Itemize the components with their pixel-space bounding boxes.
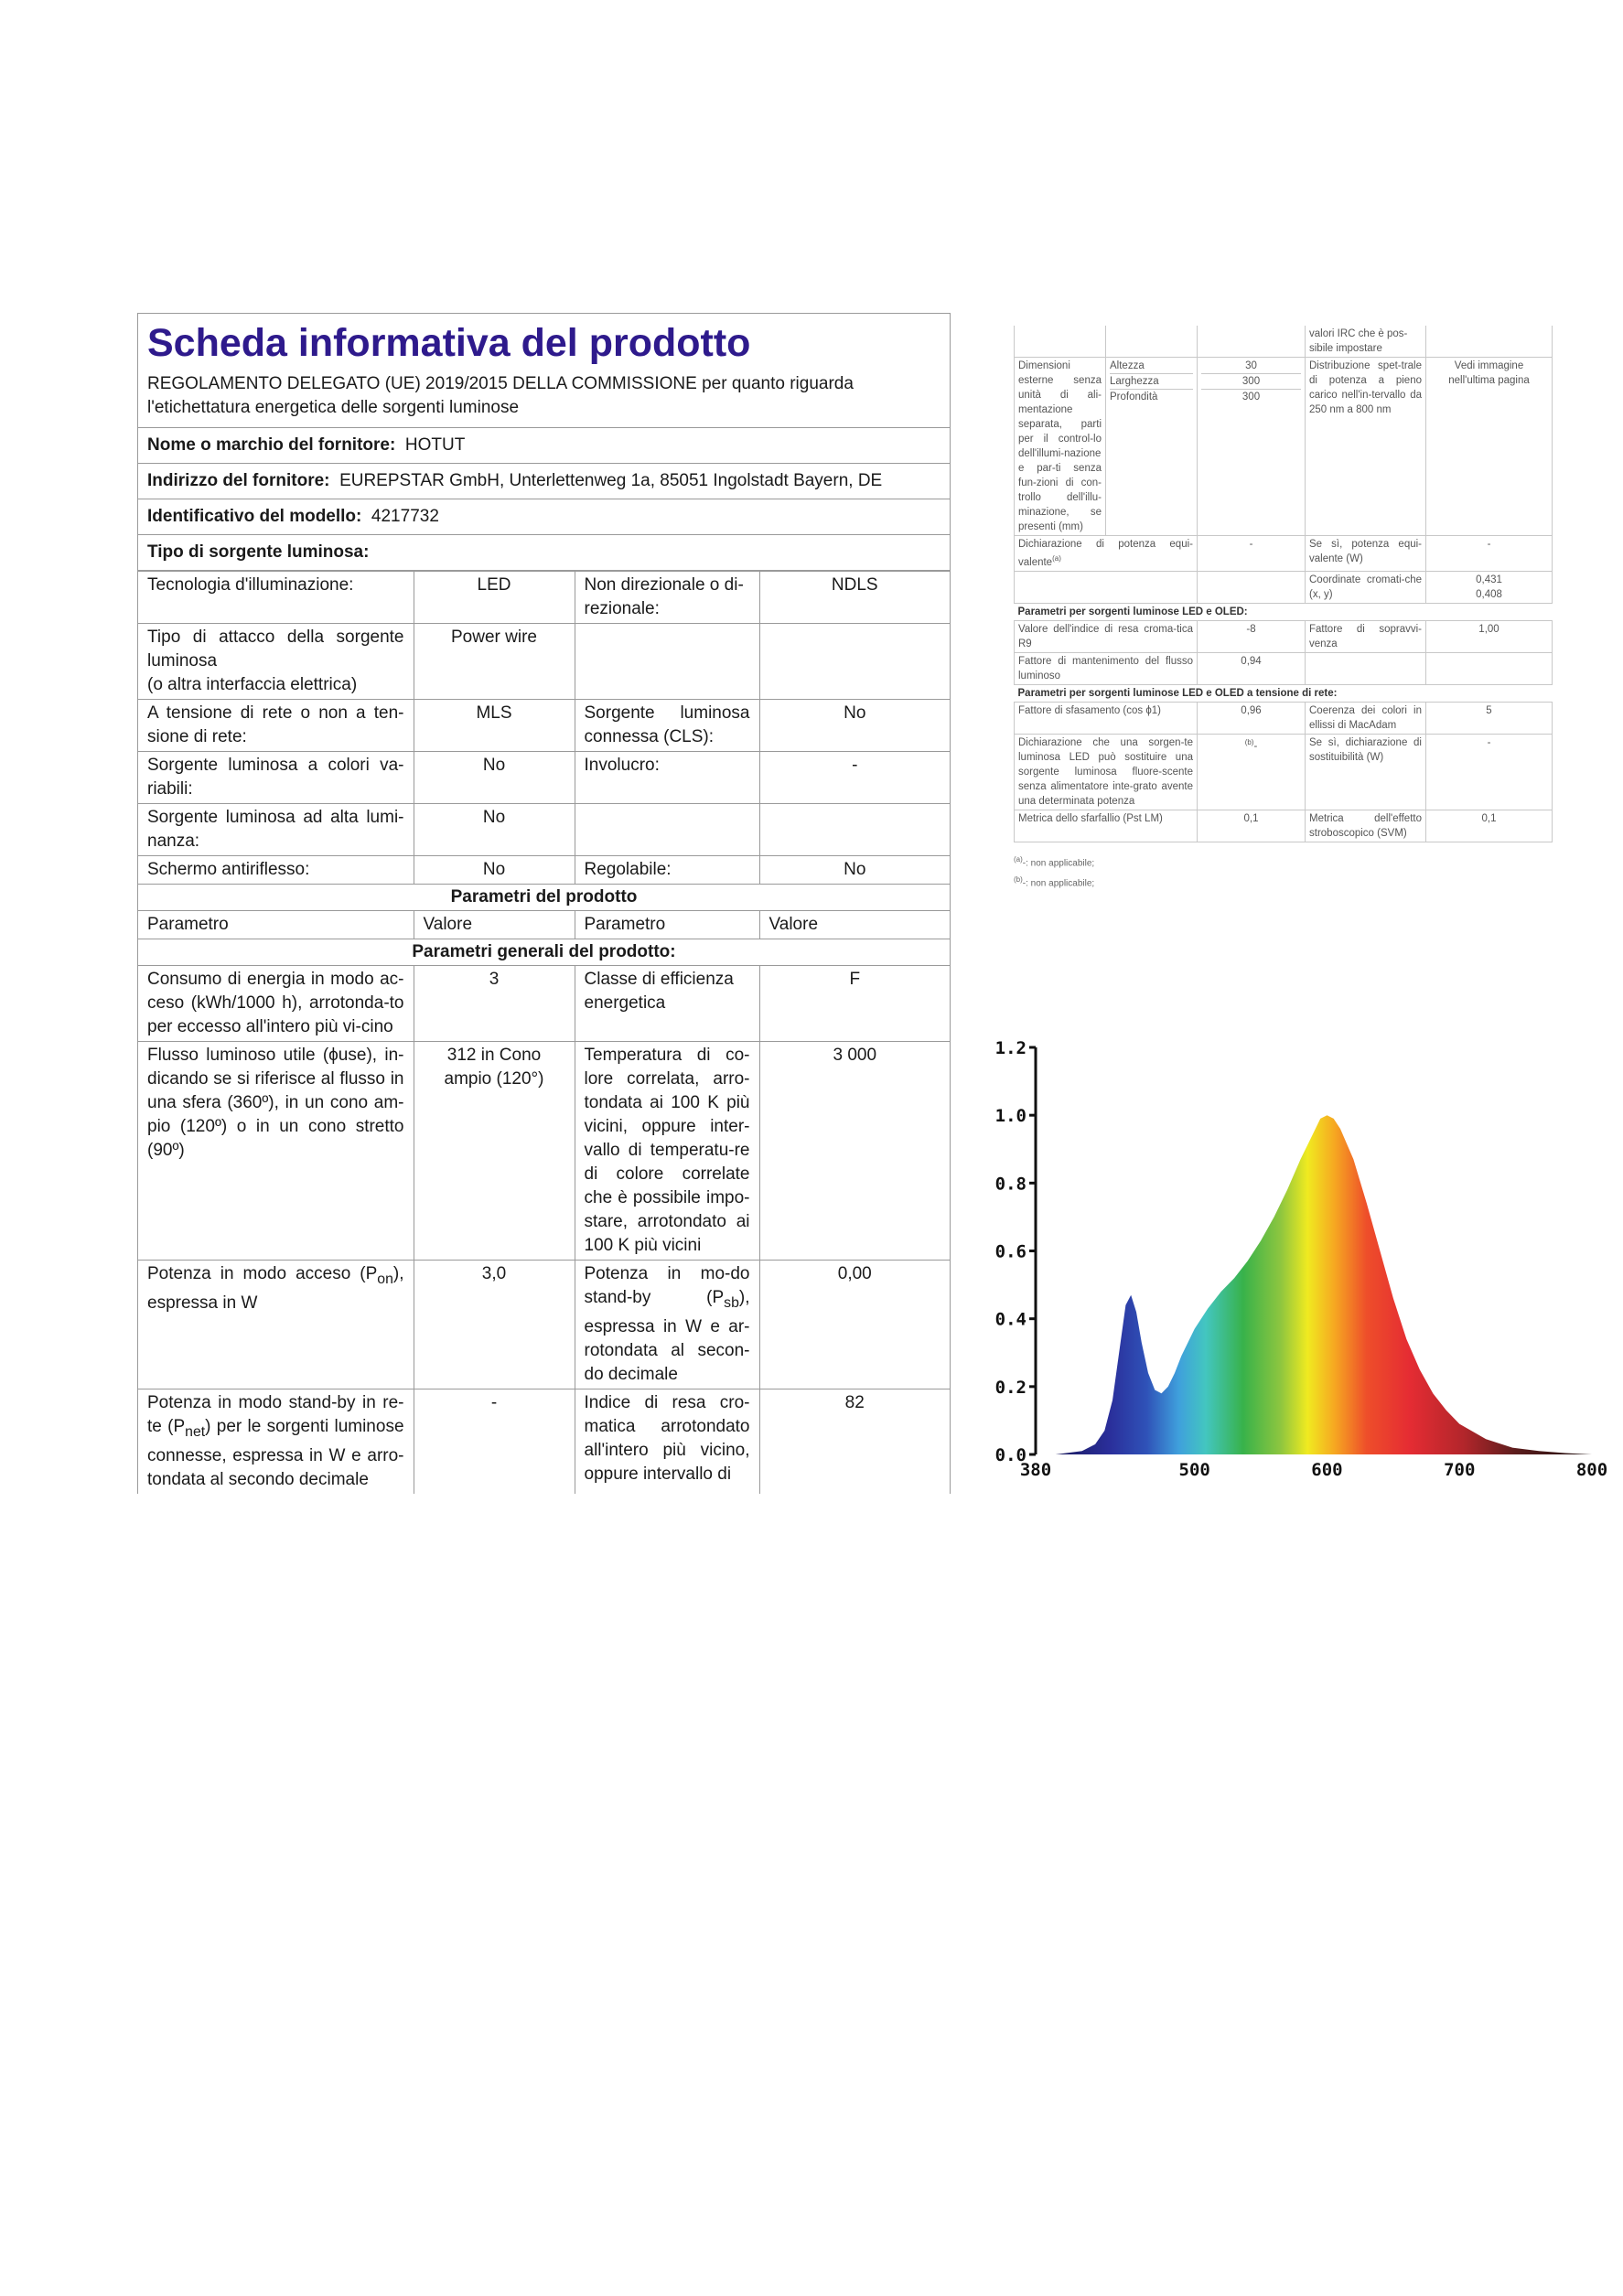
led-params-header: Parametri per sorgenti luminose LED e OLED: xyxy=(1015,603,1553,620)
on-mode-power-sub: on xyxy=(377,1271,393,1287)
continuation-table xyxy=(1014,326,1553,842)
macadam-label: Coerenza dei colori in ellissi di MacAdam xyxy=(1306,702,1426,734)
y-ticks xyxy=(995,1038,1036,1465)
mains-label: A tensione di rete o non a ten-sione di rete: xyxy=(138,700,414,752)
table-row xyxy=(138,966,950,1042)
table-row xyxy=(138,856,950,885)
replacement-watt-value: - xyxy=(1426,734,1553,810)
spectral-distribution-value: Vedi immagine nell'ultima pagina xyxy=(1426,358,1553,536)
networked-standby-sub: net xyxy=(185,1423,206,1440)
useful-flux-label: Flusso luminoso utile (ϕuse), in-dicando se si riferisce al flusso in una sfera (360º), in un cono am-pio (120º) o in un cono stretto (90º) xyxy=(138,1042,414,1261)
efficiency-class-label: Classe di efficienza energetica xyxy=(575,966,759,1042)
r9-label: Valore dell'indice di resa croma-tica R9 xyxy=(1015,620,1198,652)
networked-standby-label xyxy=(138,1389,414,1493)
stroboscopic-metric-label: Metrica dell'effetto stroboscopico (SVM) xyxy=(1306,810,1426,842)
height-label: Altezza xyxy=(1110,360,1145,371)
equivalent-watt-value: - xyxy=(1426,536,1553,572)
column-header-row xyxy=(138,911,950,939)
directional-value: NDLS xyxy=(759,572,950,624)
tech-value: LED xyxy=(414,572,575,624)
section-header-row xyxy=(1015,603,1553,620)
envelope-label: Involucro: xyxy=(575,752,759,804)
dimmable-label: Regolabile: xyxy=(575,856,759,885)
depth-value: 300 xyxy=(1201,389,1301,404)
product-info-sheet xyxy=(137,313,951,1494)
energy-consumption-value: 3 xyxy=(414,966,575,1042)
table-row xyxy=(1015,326,1553,358)
y-tick-label: 1.2 xyxy=(994,1038,1026,1058)
anti-glare-value: No xyxy=(414,856,575,885)
width-value: 300 xyxy=(1201,373,1301,389)
on-mode-power-value: 3,0 xyxy=(414,1261,575,1389)
envelope-value: - xyxy=(759,752,950,804)
cri-label: Indice di resa cro-matica arrotondato all'intero più vicino, oppure intervallo di xyxy=(575,1389,759,1493)
stroboscopic-metric-value: 0,1 xyxy=(1426,810,1553,842)
replacement-watt-label: Se sì, dichiarazione di sostituibilità (W) xyxy=(1306,734,1426,810)
table-row xyxy=(1015,652,1553,684)
table-row xyxy=(138,804,950,856)
spectrum-area xyxy=(1056,1115,1592,1454)
dimension-values xyxy=(1198,358,1306,536)
table-row xyxy=(138,572,950,624)
footnote-b-mark: (b) xyxy=(1014,875,1023,885)
y-tick-label: 1.0 xyxy=(994,1106,1026,1127)
table-row xyxy=(138,1042,950,1261)
empty-cell xyxy=(1426,652,1553,684)
width-label: Larghezza xyxy=(1110,373,1193,389)
cap-label xyxy=(138,624,414,700)
x-ticks xyxy=(1020,1460,1607,1480)
model-row xyxy=(138,499,950,535)
table-row xyxy=(1015,734,1553,810)
standby-power-sub: sb xyxy=(724,1294,739,1311)
address-label: Indirizzo del fornitore: xyxy=(147,471,330,490)
fluorescent-replacement-label: Dichiarazione che una sorgen-te luminosa LED può sostituire una sorgente luminosa fluore-scente senza alimentatore inte-grato avente una determinata potenza xyxy=(1015,734,1198,810)
height-value: 30 xyxy=(1245,360,1257,371)
empty-cell xyxy=(1306,652,1426,684)
lumen-maintenance-value: 0,94 xyxy=(1198,652,1306,684)
depth-label: Profondità xyxy=(1110,389,1193,404)
cap-label-note: (o altra interfaccia elettrica) xyxy=(147,675,358,694)
spectral-power-chart xyxy=(988,1029,1619,1486)
efficiency-class-value: F xyxy=(759,966,950,1042)
section-header-row xyxy=(138,885,950,911)
table-row xyxy=(138,624,950,700)
cct-label: Temperatura di co-lore correlata, arro-tondata ai 100 K più vicini, oppure inter-vallo di temperatu-re di colore correlate che è possibile impo-stare, arrotondato ai 100 K più vicini xyxy=(575,1042,759,1261)
table-row xyxy=(1015,571,1553,603)
footnote-a-mark: (a) xyxy=(1014,854,1023,864)
flicker-metric-value: 0,1 xyxy=(1198,810,1306,842)
sheet-title: Scheda informativa del prodotto xyxy=(147,321,751,365)
col-value-header: Valore xyxy=(414,911,575,939)
tech-label: Tecnologia d'illuminazione: xyxy=(138,572,414,624)
address-value: EUREPSTAR GmbH, Unterlettenweg 1a, 85051 Ingolstadt Bayern, DE xyxy=(339,471,883,490)
table-row xyxy=(1015,358,1553,536)
lumen-maintenance-label: Fattore di mantenimento del flusso luminoso xyxy=(1015,652,1198,684)
y-tick-label: 0.2 xyxy=(994,1377,1026,1398)
dimmable-value: No xyxy=(759,856,950,885)
col-param-header: Parametro xyxy=(138,911,414,939)
chromaticity-label: Coordinate cromati-che (x, y) xyxy=(1306,571,1426,603)
high-luminance-value: No xyxy=(414,804,575,856)
empty-cell xyxy=(759,624,950,700)
table-row xyxy=(138,1261,950,1389)
table-row xyxy=(1015,536,1553,572)
empty-cell xyxy=(1015,571,1198,603)
supplier-value: HOTUT xyxy=(404,435,466,455)
directional-label: Non direzionale o di-rezionale: xyxy=(575,572,759,624)
standby-power-value: 0,00 xyxy=(759,1261,950,1389)
empty-cell xyxy=(1198,571,1306,603)
table-row xyxy=(138,1389,950,1493)
cap-value: Power wire xyxy=(414,624,575,700)
energy-consumption-label: Consumo di energia in modo ac-ceso (kWh/1000 h), arrotonda-to per eccesso all'intero più vi-cino xyxy=(138,966,414,1042)
empty-cell xyxy=(759,804,950,856)
standby-power-text: Potenza in mo-do stand-by (P xyxy=(584,1264,750,1307)
standby-power-label xyxy=(575,1261,759,1389)
r9-value: -8 xyxy=(1198,620,1306,652)
survival-factor-label: Fattore di sopravvi-venza xyxy=(1306,620,1426,652)
footnote-b-text: -: non applicabile; xyxy=(1022,878,1095,889)
fluorescent-replacement-value xyxy=(1198,734,1306,810)
chromaticity-x: 0,431 xyxy=(1476,574,1502,585)
source-type-row xyxy=(138,535,950,571)
x-tick-label: 800 xyxy=(1575,1460,1608,1480)
empty-cell xyxy=(575,804,759,856)
equivalent-power-note: (a) xyxy=(1052,554,1061,563)
model-label: Identificativo del modello: xyxy=(147,507,362,526)
flicker-metric-label: Metrica dello sfarfallio (Pst LM) xyxy=(1015,810,1198,842)
standby-power-text: ), espressa in W e ar-rotondata al secon-do decimale xyxy=(584,1288,750,1384)
networked-standby-text: ) per le sorgenti luminose connesse, espressa in W e arro-tondata al secondo decimale xyxy=(147,1416,404,1489)
footnote-a-text: -: non applicabile; xyxy=(1022,858,1095,869)
footnote-a xyxy=(1014,852,1552,872)
empty-cell xyxy=(1426,326,1553,358)
mains-value: MLS xyxy=(414,700,575,752)
dimensions-label: Dimensioni esterne senza unità di ali-mentazione separata, parti per il control-lo dell'illumi-nazione e par-ti senza fun-zioni di con-trollo dell'illu-minazione, se presenti (mm) xyxy=(1015,358,1106,536)
supplier-label: Nome o marchio del fornitore: xyxy=(147,435,396,455)
x-tick-label: 700 xyxy=(1444,1460,1476,1480)
survival-factor-value: 1,00 xyxy=(1426,620,1553,652)
table-row xyxy=(138,752,950,804)
cri-value: 82 xyxy=(759,1389,950,1493)
empty-cell xyxy=(1106,326,1198,358)
anti-glare-label: Schermo antiriflesso: xyxy=(138,856,414,885)
colour-tunable-value: No xyxy=(414,752,575,804)
useful-flux-value: 312 in Cono ampio (120°) xyxy=(414,1042,575,1261)
product-table xyxy=(138,571,950,1494)
cap-label-main: Tipo di attacco della sorgente luminosa xyxy=(147,628,404,671)
networked-standby-text: Potenza in modo stand-by in re-te (P xyxy=(147,1392,404,1436)
col-value-header: Valore xyxy=(759,911,950,939)
displacement-factor-label: Fattore di sfasamento (cos ϕ1) xyxy=(1015,702,1198,734)
supplier-row xyxy=(138,428,950,464)
equivalent-power-text: Dichiarazione di potenza equi-valente xyxy=(1018,539,1193,568)
section-header-row xyxy=(1015,684,1553,702)
y-tick-label: 0.4 xyxy=(994,1309,1026,1330)
networked-standby-value: - xyxy=(414,1389,575,1493)
x-tick-label: 500 xyxy=(1178,1460,1210,1480)
table-row xyxy=(1015,620,1553,652)
cri-continuation: valori IRC che è pos-sibile impostare xyxy=(1306,326,1426,358)
table-row xyxy=(1015,702,1553,734)
empty-cell xyxy=(575,624,759,700)
address-row xyxy=(138,464,950,499)
fluorescent-replacement-text: - xyxy=(1253,740,1258,752)
mains-params-header: Parametri per sorgenti luminose LED e OLED a tensione di rete: xyxy=(1015,684,1553,702)
product-info-continuation xyxy=(1014,326,1552,892)
on-mode-power-label xyxy=(138,1261,414,1389)
chromaticity-y: 0,408 xyxy=(1476,588,1502,600)
on-mode-power-text: Potenza in modo acceso (P xyxy=(147,1264,378,1283)
section-header-row xyxy=(138,939,950,966)
macadam-value: 5 xyxy=(1426,702,1553,734)
footnotes xyxy=(1014,852,1552,893)
product-params-header: Parametri del prodotto xyxy=(138,885,950,911)
x-tick-label: 600 xyxy=(1311,1460,1343,1480)
table-row xyxy=(1015,810,1553,842)
empty-cell xyxy=(1015,326,1106,358)
fluorescent-replacement-note: (b) xyxy=(1244,737,1254,746)
y-tick-label: 0.8 xyxy=(994,1174,1026,1195)
spectral-distribution-label: Distribuzione spet-trale di potenza a pieno carico nell'in-tervallo da 250 nm a 800 nm xyxy=(1306,358,1426,536)
cct-value: 3 000 xyxy=(759,1042,950,1261)
on-mode-power-text: ), espressa in W xyxy=(147,1264,404,1313)
colour-tunable-label: Sorgente luminosa a colori va-riabili: xyxy=(138,752,414,804)
dimension-labels xyxy=(1106,358,1198,536)
cls-value: No xyxy=(759,700,950,752)
equivalent-watt-label: Se sì, potenza equi-valente (W) xyxy=(1306,536,1426,572)
displacement-factor-value: 0,96 xyxy=(1198,702,1306,734)
y-tick-label: 0.6 xyxy=(994,1241,1026,1262)
x-tick-label: 380 xyxy=(1019,1460,1052,1480)
y-tick-label: 0.0 xyxy=(994,1445,1026,1465)
empty-cell xyxy=(1198,326,1306,358)
general-params-header: Parametri generali del prodotto: xyxy=(138,939,950,966)
model-value: 4217732 xyxy=(371,507,439,526)
col-param-header: Parametro xyxy=(575,911,759,939)
equivalent-power-value: - xyxy=(1198,536,1306,572)
chromaticity-values xyxy=(1426,571,1553,603)
footnote-b xyxy=(1014,872,1552,892)
source-type-label: Tipo di sorgente luminosa: xyxy=(147,542,370,562)
table-row xyxy=(138,700,950,752)
high-luminance-label: Sorgente luminosa ad alta lumi-nanza: xyxy=(138,804,414,856)
regulation-text: REGOLAMENTO DELEGATO (UE) 2019/2015 DELLA COMMISSIONE per quanto riguarda l'etichettatura energetica delle sorgenti luminose xyxy=(138,369,950,428)
equivalent-power-label xyxy=(1015,536,1198,572)
cls-label: Sorgente luminosa connessa (CLS): xyxy=(575,700,759,752)
